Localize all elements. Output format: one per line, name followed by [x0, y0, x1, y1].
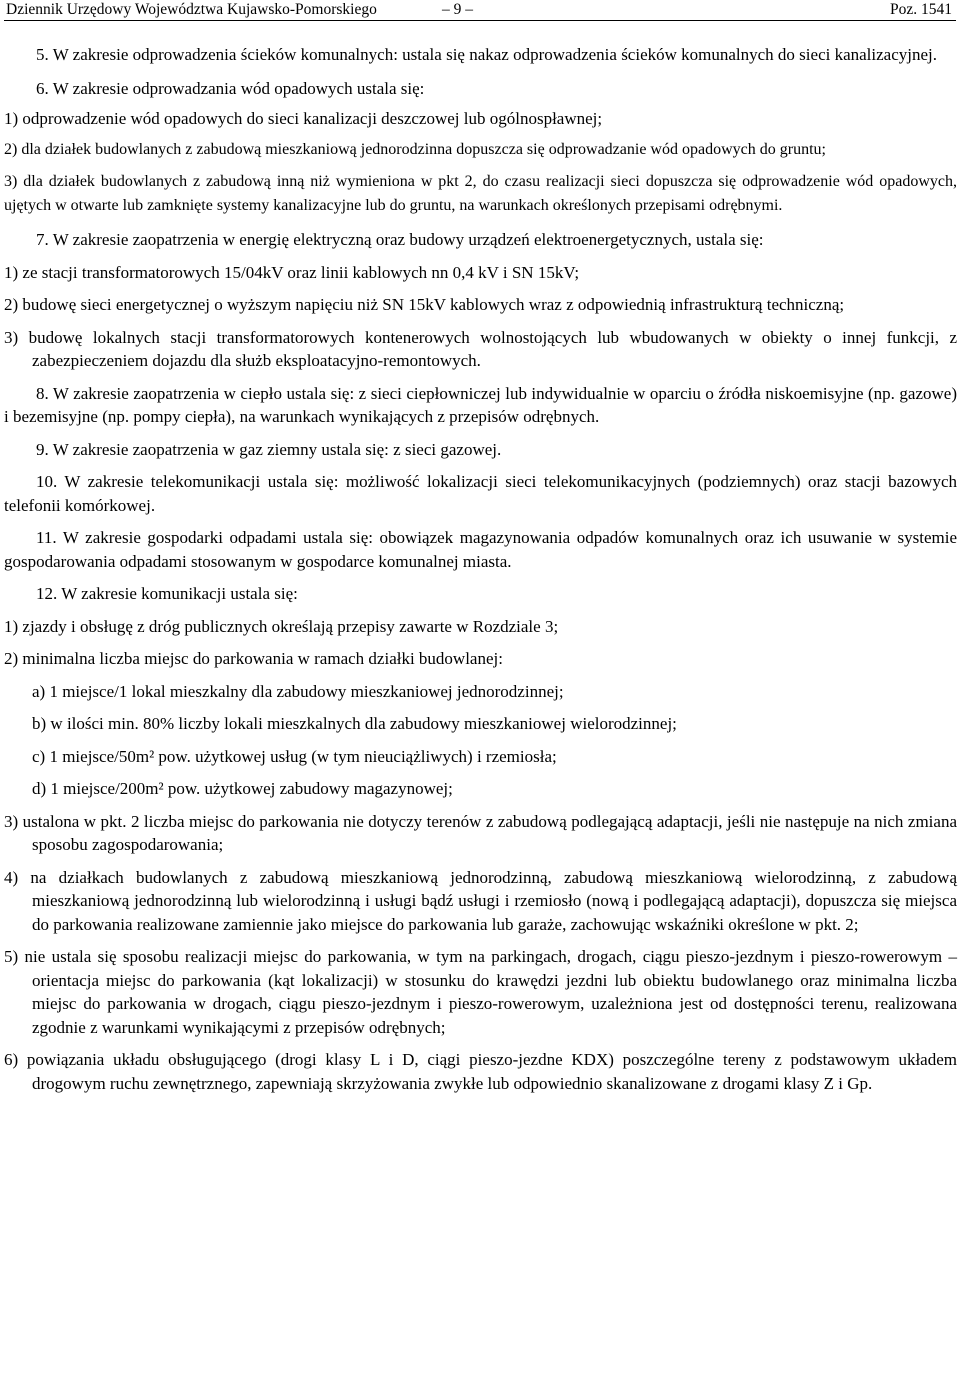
page-number: – 9 – [442, 1, 473, 18]
journal-title: Dziennik Urzędowy Województwa Kujawsko-Pomorskiego [6, 1, 377, 18]
section-12-item-2: 2) minimalna liczba miejsc do parkowania w ramach działki budowlanej: [4, 649, 503, 668]
section-8: 8. W zakresie zaopatrzenia w ciepło ustala się: z sieci ciepłowniczej lub indywidualnie w oparciu o źródła niskoemisyjne (np. gazowe) i bezemisyjne (np. pompy ciepła), na warunkach wynikających z przepisów odrębnych. [4, 383, 957, 426]
section-12-item-2a: a) 1 miejsce/1 lokal mieszkalny dla zabudowy mieszkaniowej jednorodzinnej; [32, 681, 564, 701]
section-12-item-5: 5) nie ustala się sposobu realizacji miejsc do parkowania, w tym na parkingach, drogach, ciągu pieszo-jezdnym i pieszo-rowerowym – orientacja miejsc do parkowania (kąt lokalizacji) w stosunku do krawędzi jezdni lub obiektu budowlanego oraz minimalna liczba miejsc do parkowania w drogach, ciągu pieszo-jezdnym i pieszo-rowerowym, uzależniona jest od dostępności terenu, realizowana zgodnie z warunkami wynikającymi z przepisów odrębnych; [4, 947, 957, 1037]
position-number: Poz. 1541 [890, 1, 952, 18]
section-7-item-2: 2) budowę sieci energetycznej o wyższym napięciu niż SN 15kV kablowych wraz z odpowiednią infrastrukturą techniczną; [4, 295, 845, 314]
page-header [4, 0, 956, 21]
section-12-item-1: 1) zjazdy i obsługę z dróg publicznych określają przepisy zawarte w Rozdziale 3; [4, 616, 559, 636]
section-6-item-3: 3) dla działek budowlanych z zabudową inną niż wymieniona w pkt 2, do czasu realizacji sieci dopuszcza się odprowadzenie wód opadowych, ujętych w otwarte lub zamknięte systemy kanalizacyjne lub do gruntu, na warunkach określonych przepisami odrębnymi. [4, 173, 957, 214]
section-12: 12. W zakresie komunikacji ustala się: [36, 584, 298, 603]
section-12-item-3: 3) ustalona w pkt. 2 liczba miejsc do parkowania nie dotyczy terenów z zabudową podlegającą adaptacji, jeśli nie następuje na nich zmiana sposobu zagospodarowania; [4, 811, 957, 854]
section-7-item-3: 3) budowę lokalnych stacji transformatorowych kontenerowych wolnostojących lub wbudowanych w obiekty o innej funkcji, z zabezpieczeniem dojazdu dla służb eksploatacyjno-remontowych. [4, 327, 957, 370]
section-12-item-4: 4) na działkach budowlanych z zabudową mieszkaniową jednorodzinną, zabudową mieszkaniową wielorodzinną, z zabudową mieszkaniową jednorodzinną lub wielorodzinną i usługi bądź usługi i rzemiosło (nową i podlegającą adaptacji), dopuszcza się miejsca do parkowania realizowane zamiennie jako miejsce do parkowania lub garaże, zachowując wskaźniki określone w pkt. 2; [4, 867, 957, 934]
section-6: 6. W zakresie odprowadzania wód opadowych ustala się: [36, 78, 425, 98]
section-11: 11. W zakresie gospodarki odpadami ustala się: obowiązek magazynowania odpadów komunalnych oraz ich usuwanie w systemie gospodarowania odpadami stosowanym w gospodarce komunalnej miasta. [4, 528, 957, 571]
section-7: 7. W zakresie zaopatrzenia w energię elektryczną oraz budowy urządzeń elektroenergetycznych, ustala się: [36, 230, 764, 249]
section-12-item-2c: c) 1 miejsce/50m² pow. użytkowej usług (w tym nieuciążliwych) i rzemiosła; [32, 746, 557, 766]
document-body [4, 40, 957, 1095]
section-9: 9. W zakresie zaopatrzenia w gaz ziemny ustala się: z sieci gazowej. [36, 439, 502, 459]
section-12-item-2d: d) 1 miejsce/200m² pow. użytkowej zabudowy magazynowej; [32, 779, 453, 798]
section-6-item-1: 1) odprowadzenie wód opadowych do sieci kanalizacji deszczowej lub ogólnospławnej; [4, 109, 603, 128]
section-12-item-6: 6) powiązania układu obsługującego (drogi klasy L i D, ciągi pieszo-jezdne KDX) poszczególne tereny z podstawowym układem drogowym ruchu zewnętrznego, zapewniają skrzyżowania zwykłe lub odpowiednio skanalizowane z drogami klasy Z i Gp. [4, 1050, 957, 1093]
section-10: 10. W zakresie telekomunikacji ustala się: możliwość lokalizacji sieci telekomunikacyjnych (podziemnych) oraz stacji bazowych telefonii komórkowej. [4, 472, 957, 515]
section-12-item-2b: b) w ilości min. 80% liczby lokali mieszkalnych dla zabudowy mieszkaniowej wielorodzinnej; [32, 714, 677, 733]
section-6-item-2: 2) dla działek budowlanych z zabudową mieszkaniową jednorodzinna dopuszcza się odprowadzanie wód opadowych do gruntu; [4, 140, 826, 158]
section-7-item-1: 1) ze stacji transformatorowych 15/04kV oraz linii kablowych nn 0,4 kV i SN 15kV; [4, 262, 580, 282]
section-5: 5. W zakresie odprowadzenia ścieków komunalnych: ustala się nakaz odprowadzenia ścieków komunalnych do sieci kanalizacyjnej. [36, 45, 937, 64]
